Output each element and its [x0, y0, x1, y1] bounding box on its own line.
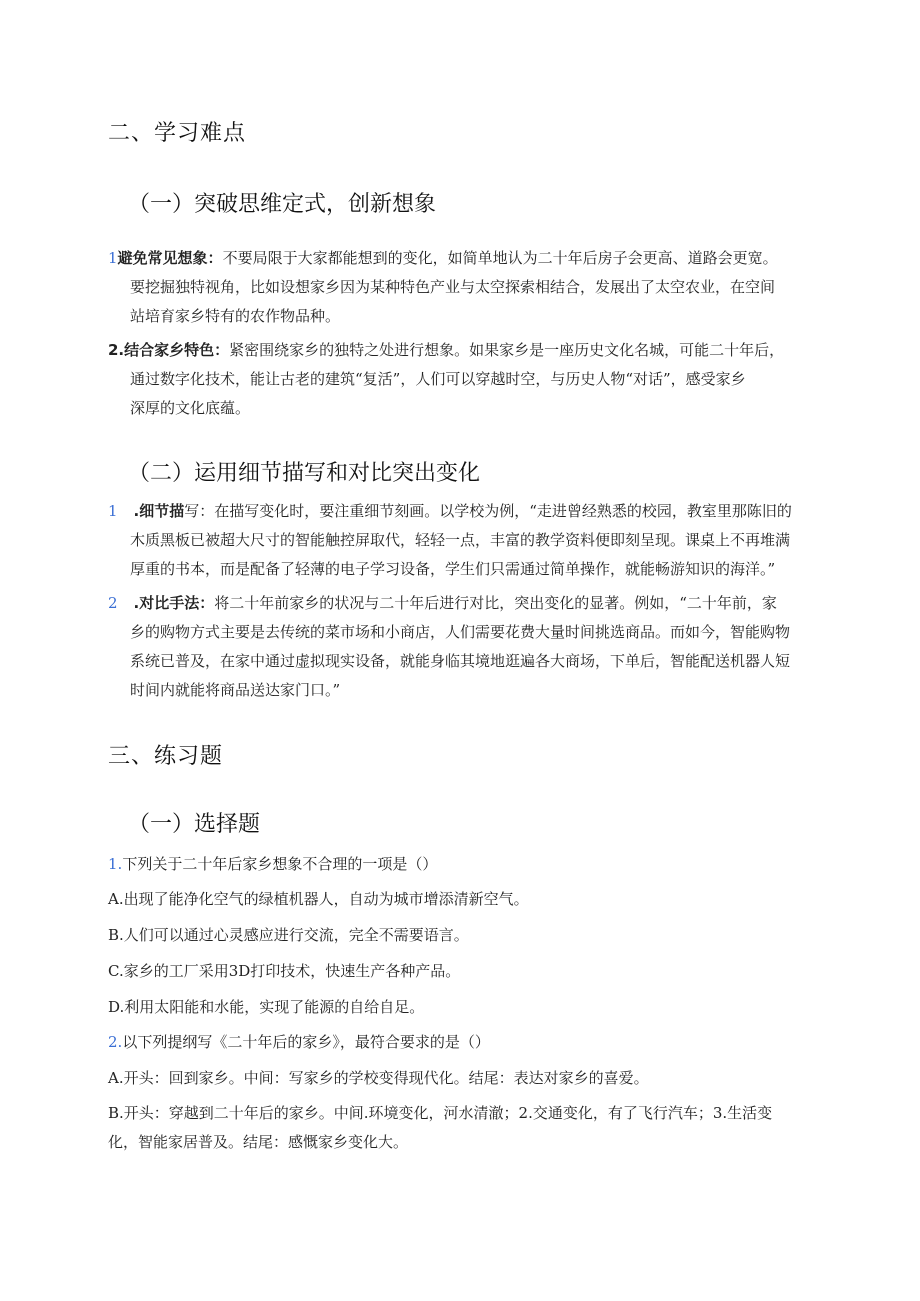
- item-label: .细节描: [133, 502, 185, 520]
- item-text-line: 厚重的书本，而是配备了轻薄的电子学习设备，学生们只需通过简单操作，就能畅游知识的海洋。”: [130, 560, 776, 578]
- subheading-break-mindset: （一）突破思维定式，创新想象: [128, 192, 437, 217]
- section-heading-exercises: 三、练习题: [108, 744, 224, 769]
- option-b: B.开头：穿越到二十年后的家乡。中间.环境变化，河水清澈；2.交通变化，有了飞行汽车；3.生活变: [108, 1104, 773, 1122]
- question-number: 2.: [108, 1033, 123, 1051]
- subheading-details-and-contrast: （二）运用细节描写和对比突出变化: [128, 461, 481, 486]
- question-number: 1.: [108, 855, 123, 873]
- item-number: 1: [108, 502, 118, 520]
- item-number: 2.: [108, 341, 125, 359]
- item-text-line: 将二十年前家乡的状况与二十年后进行对比，突出变化的显著。例如，“二十年前，家: [214, 594, 777, 612]
- option-b-continued: 化，智能家居普及。结尾：感慨家乡变化大。: [108, 1133, 409, 1151]
- question-text: 以下列提纲写《二十年后的家乡》，最符合要求的是（）: [122, 1033, 490, 1051]
- list-item: [108, 244, 828, 331]
- option-d: D.利用太阳能和水能，实现了能源的自给自足。: [108, 998, 425, 1016]
- question-1: [108, 853, 437, 874]
- item-number: 2: [108, 594, 118, 612]
- item-text-line: 木质黑板已被超大尺寸的智能触控屏取代，轻轻一点，丰富的教学资料便即刻呈现。课桌上不再堆满: [130, 531, 791, 549]
- item-text-line: 紧密围绕家乡的独特之处进行想象。如果家乡是一座历史文化名城，可能二十年后，: [229, 341, 785, 359]
- subheading-multiple-choice: （一）选择题: [128, 812, 261, 837]
- item-text-line: 站培育家乡特有的农作物品种。: [130, 307, 341, 325]
- item-label: .对比手法：: [133, 594, 215, 612]
- question-2: [108, 1031, 490, 1052]
- item-label: 避免常见想象：: [117, 249, 223, 267]
- section-heading-learning-difficulties: 二、学习难点: [108, 121, 247, 146]
- item-label: 结合家乡特色：: [124, 341, 230, 359]
- option-b: B.人们可以通过心灵感应进行交流，完全不需要语言。: [108, 926, 469, 944]
- item-text-line: 系统已普及，在家中通过虚拟现实设备，就能身临其境地逛遍各大商场，下单后，智能配送机器人短: [130, 652, 791, 670]
- option-a: A.开头：回到家乡。中间：写家乡的学校变得现代化。结尾：表达对家乡的喜爱。: [108, 1069, 649, 1087]
- item-text-line: 写：在描写变化时，要注重细节刻画。以学校为例，“走进曾经熟悉的校园，教室里那陈旧的: [184, 502, 792, 520]
- item-text-line: 乡的购物方式主要是去传统的菜市场和小商店，人们需要花费大量时间挑选商品。而如今，智能购物: [130, 623, 791, 641]
- option-c: C.家乡的工厂采用3D打印技术，快速生产各种产品。: [108, 962, 461, 980]
- option-a: A.出现了能净化空气的绿植机器人，自动为城市增添清新空气。: [108, 890, 529, 908]
- list-item: [108, 336, 828, 423]
- list-item: [108, 589, 828, 705]
- item-text-line: 要挖掘独特视角，比如设想家乡因为某种特色产业与太空探索相结合，发展出了太空农业，在空间: [130, 278, 776, 296]
- item-text-line: 通过数字化技术，能让古老的建筑“复活”，人们可以穿越时空，与历史人物“对话”，感受家乡: [130, 370, 746, 388]
- item-number: 1: [108, 249, 118, 267]
- item-text-line: 深厚的文化底蕴。: [130, 399, 251, 417]
- list-item: [108, 497, 828, 584]
- question-text: 下列关于二十年后家乡想象不合理的一项是（）: [122, 855, 438, 873]
- item-text-line: 不要局限于大家都能想到的变化，如简单地认为二十年后房子会更高、道路会更宽。: [222, 249, 778, 267]
- item-text-line: 时间内就能将商品送达家门口。”: [130, 681, 341, 699]
